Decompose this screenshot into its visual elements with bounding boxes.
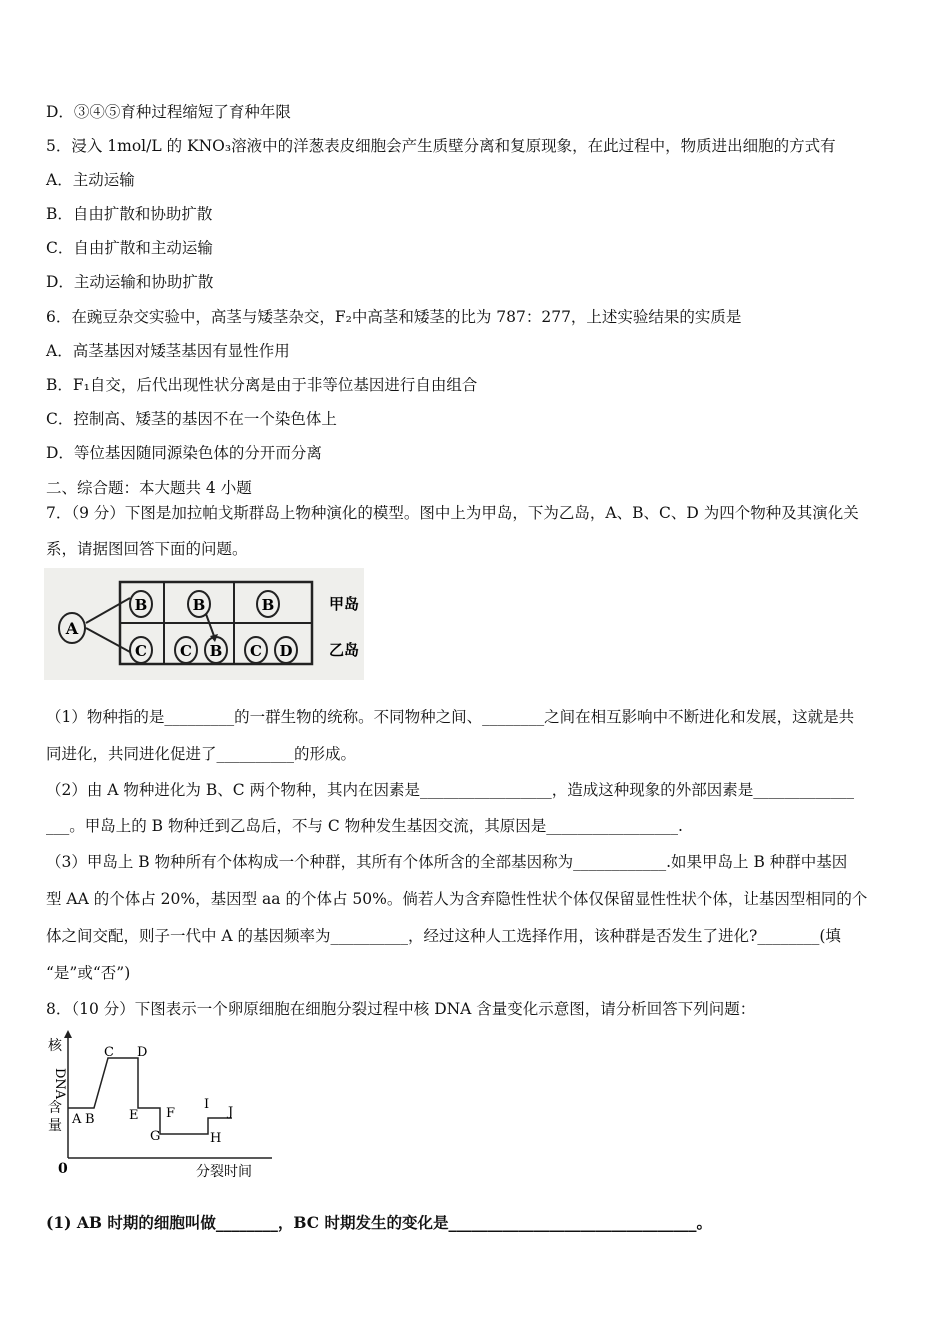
option-d-q4: D．③④⑤育种过程缩短了育种年限	[46, 103, 291, 121]
point-h: H	[210, 1131, 222, 1146]
bottom-species-2: C	[180, 642, 192, 660]
point-g: G	[150, 1129, 161, 1144]
q7-part-3-cont2: 体之间交配，则子一代中 A 的基因频率为__________，经过这种人工选择作用，该种群是否发生了进化?________(填	[46, 927, 841, 945]
y-axis-label-1: 核	[48, 1038, 62, 1054]
bottom-species-3: B	[209, 642, 223, 660]
point-a: A	[72, 1112, 82, 1127]
evolution-arrow	[86, 598, 130, 623]
q7-part-3-cont3: “是”或“否”)	[46, 964, 131, 982]
option-d-q6: D．等位基因随同源染色体的分开而分离	[46, 444, 322, 462]
question-8: 8．（10 分）下图表示一个卵原细胞在细胞分裂过程中核 DNA 含量变化示意图，请分析回答下列问题：	[46, 1000, 756, 1018]
species-evolution-diagram	[44, 568, 364, 680]
option-b-q6: B．F₁自交，后代出现性状分离是由于非等位基因进行自由组合	[46, 376, 478, 394]
point-i: I	[204, 1097, 210, 1112]
option-c-q5: C．自由扩散和主动运输	[46, 239, 213, 257]
q7-part-3-cont1: 型 AA 的个体占 20%，基因型 aa 的个体占 50%。倘若人为含弃隐性性状个体仅保留显性性状个体，让基因型相同的个	[46, 890, 868, 908]
migration-arrow	[206, 614, 214, 636]
top-species-3: B	[261, 596, 275, 614]
option-a-q6: A．高茎基因对矮茎基因有显性作用	[46, 342, 290, 360]
q7-part-1: （1）物种指的是_________的一群生物的统称。不同物种之间、________之间在相互影响中不断进化和发展，这就是共	[46, 708, 855, 726]
bottom-island-label: 乙岛	[329, 641, 360, 659]
q7-part-3: （3）甲岛上 B 物种所有个体构成一个种群，其所有个体所含的全部基因称为____________.如果甲岛上 B 种群中基因	[46, 853, 848, 871]
top-island-label: 甲岛	[329, 595, 360, 613]
option-d-q5: D．主动运输和协助扩散	[46, 273, 214, 291]
q7-part-2: （2）由 A 物种进化为 B、C 两个物种，其内在因素是_________________，造成这种现象的外部因素是_____________	[46, 781, 855, 799]
bottom-species-1: C	[135, 642, 147, 660]
question-5: 5．浸入 1mol/L 的 KNO₃溶液中的洋葱表皮细胞会产生质壁分离和复原现象，在此过程中，物质进出细胞的方式有	[46, 137, 836, 155]
point-e: E	[129, 1108, 139, 1123]
point-d: D	[137, 1045, 148, 1060]
dna-content-diagram	[44, 1028, 276, 1184]
option-b-q5: B．自由扩散和协助扩散	[46, 205, 213, 223]
q7-part-2-cont: ___。甲岛上的 B 物种迁到乙岛后，不与 C 物种发生基因交流，其原因是_________________.	[46, 817, 683, 835]
origin-label: 0	[58, 1161, 68, 1177]
option-a-q5: A．主动运输	[46, 171, 135, 189]
point-j: J	[228, 1105, 234, 1120]
species-evolution-figure	[44, 568, 364, 680]
option-c-q6: C．控制高、矮茎的基因不在一个染色体上	[46, 410, 337, 428]
species-a-label: A	[65, 619, 79, 638]
bottom-species-5: D	[279, 642, 293, 660]
section-heading: 二、综合题：本大题共 4 小题	[46, 479, 252, 497]
top-species-1: B	[134, 596, 148, 614]
q7-part-1-cont: 同进化，共同进化促进了__________的形成。	[46, 745, 357, 763]
point-b: B	[85, 1112, 95, 1127]
y-axis-label-2: DNA	[52, 1068, 67, 1100]
top-species-2: B	[192, 596, 206, 614]
question-7: 7．（9 分）下图是加拉帕戈斯群岛上物种演化的模型。图中上为甲岛，下为乙岛，A、B、C、D 为四个物种及其演化关	[46, 504, 859, 522]
question-6: 6．在豌豆杂交实验中，高茎与矮茎杂交，F₂中高茎和矮茎的比为 787：277，上述实验结果的实质是	[46, 308, 742, 326]
point-f: F	[166, 1106, 176, 1121]
question-7-cont: 系，请据图回答下面的问题。	[46, 540, 248, 558]
q8-part-1: (1) AB 时期的细胞叫做________，BC 时期发生的变化是________________________________。	[46, 1213, 712, 1232]
y-axis-label-3: 含	[48, 1100, 62, 1116]
point-c: C	[104, 1045, 114, 1060]
dna-content-chart	[44, 1028, 276, 1184]
y-axis-arrow	[64, 1030, 72, 1038]
y-axis-label-4: 量	[48, 1118, 62, 1134]
x-axis-label: 分裂时间	[196, 1164, 252, 1180]
evolution-arrow	[86, 628, 130, 652]
bottom-species-4: C	[250, 642, 262, 660]
